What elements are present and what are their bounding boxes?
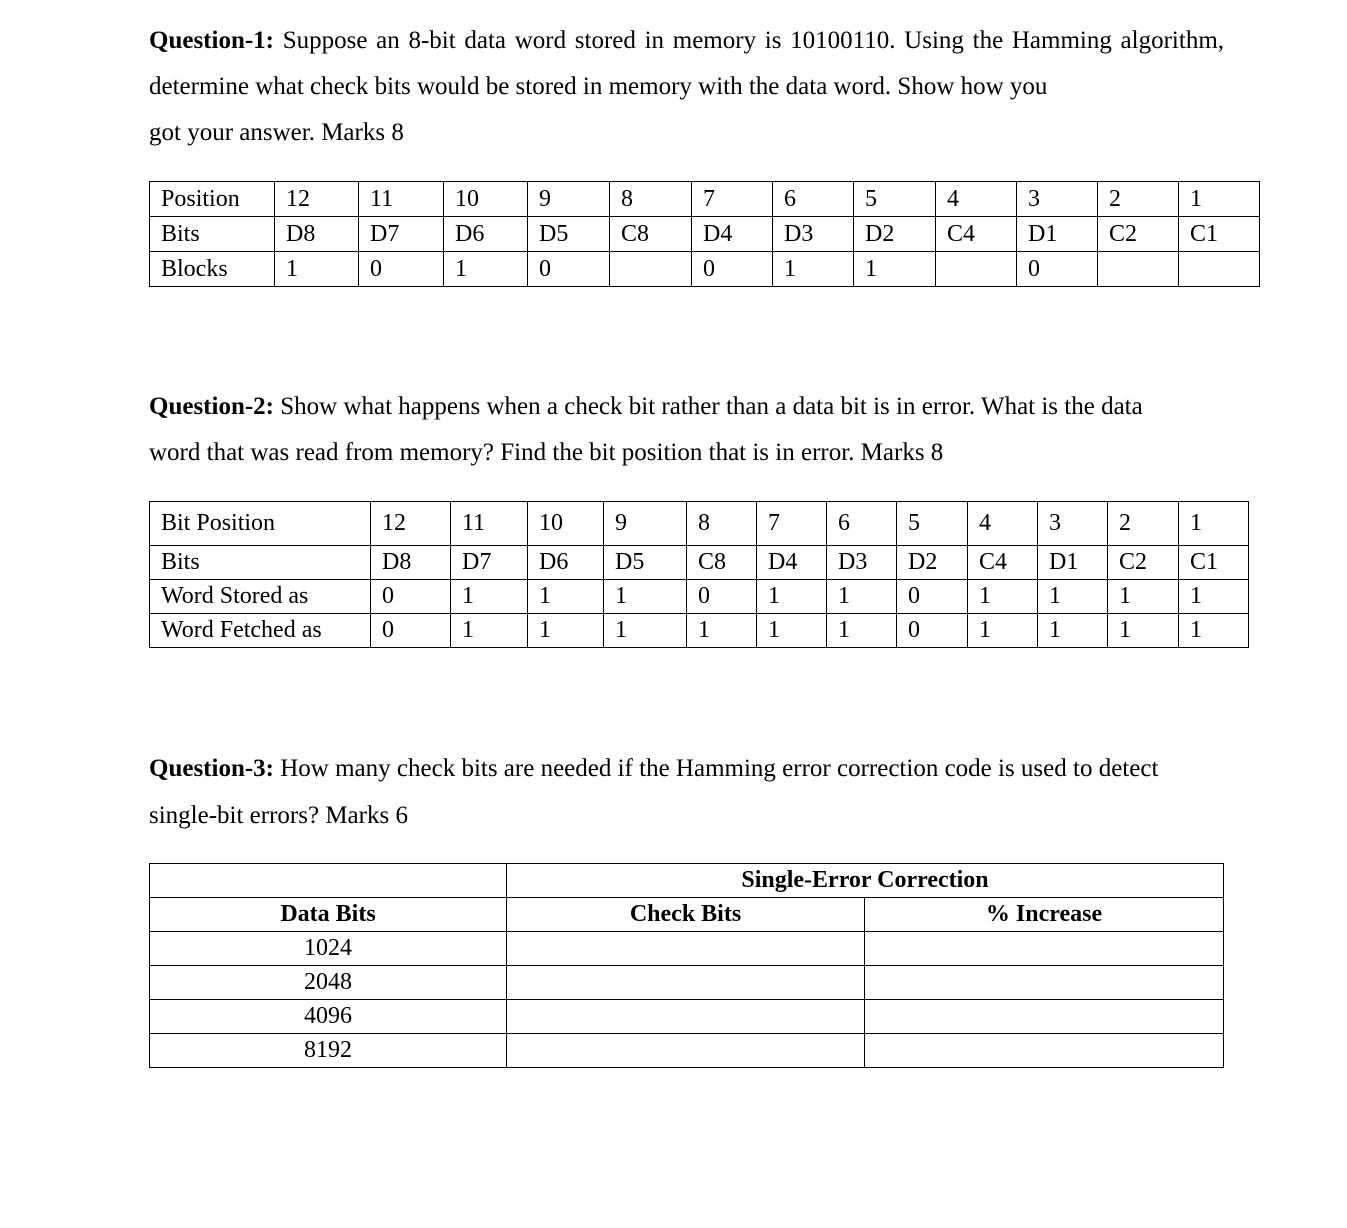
question-2-text-end: word that was read from memory? Find the bit position that is in error. Marks 8 [149,439,944,466]
table-cell: 10 [444,182,528,217]
table-cell: 3 [1038,502,1108,546]
word-fetched-row [150,614,1249,648]
question-3-text [149,746,1224,792]
table-cell: 1 [528,580,604,614]
table-cell: C1 [1179,546,1249,580]
table-cell [610,252,692,287]
table-cell: D7 [359,217,444,252]
data-bits-cell: 2048 [150,966,507,1000]
hamming-position-table [149,181,1260,287]
table-cell: 1 [854,252,936,287]
table-cell: 12 [275,182,359,217]
table-cell [1098,252,1179,287]
table-cell: 1 [773,252,854,287]
question-1-body: Suppose an 8-bit data word stored in memory is 10100110. Using the Hamming algorithm, determine what check bits would be stored in memory with the data word. Show how you [149,27,1225,100]
row-label-cell: Word Fetched as [150,614,371,648]
question-2-body: Show what happens when a check bit rather than a data bit is in error. What is the data [280,393,1143,420]
table-cell: C4 [968,546,1038,580]
question-1-text-end: got your answer. Marks 8 [149,119,404,146]
table-cell: 5 [897,502,968,546]
table-cell: 11 [451,502,528,546]
table-cell: D7 [451,546,528,580]
table-cell: 1 [1179,614,1249,648]
table-cell: 0 [692,252,773,287]
table-cell: 1 [528,614,604,648]
table-cell: 1 [1038,614,1108,648]
table-cell: 6 [773,182,854,217]
table-cell: 5 [854,182,936,217]
check-bits-table [149,863,1224,1068]
bits-row [150,546,1249,580]
table-cell: D4 [757,546,827,580]
table-cell: C8 [687,546,757,580]
table-cell: D5 [604,546,687,580]
table2-body [150,502,1249,648]
question-3-text-end: single-bit errors? Marks 6 [149,802,408,829]
table-cell: 8 [610,182,692,217]
table-cell: 0 [897,580,968,614]
table-cell: 0 [528,252,610,287]
word-stored-fetched-table [149,501,1249,648]
table3-row [150,966,1224,1000]
table-cell: 9 [528,182,610,217]
data-bits-header: Data Bits [150,898,507,932]
table-cell: 0 [371,614,451,648]
table-cell: 3 [1017,182,1098,217]
table-cell: C2 [1098,217,1179,252]
table-cell: C8 [610,217,692,252]
data-bits-cell: 1024 [150,932,507,966]
table-cell: 1 [968,580,1038,614]
table-cell: D2 [854,217,936,252]
single-error-correction-header: Single-Error Correction [507,864,1224,898]
table-cell: 6 [827,502,897,546]
table-cell: 0 [897,614,968,648]
row-label-cell: Position [150,182,275,217]
table-cell: 2 [1108,502,1179,546]
table-cell: 1 [757,614,827,648]
table-cell: D2 [897,546,968,580]
table3-column-header-row [150,898,1224,932]
table-cell: 1 [451,580,528,614]
row-label-cell: Bits [150,217,275,252]
table-cell: D8 [275,217,359,252]
table-cell: 0 [371,580,451,614]
table-cell: 4 [936,182,1017,217]
question-3-label: Question-3: [149,755,274,782]
table3-row [150,932,1224,966]
table-cell: 1 [1038,580,1108,614]
blocks-row [150,252,1260,287]
bits-row [150,217,1260,252]
data-bits-cell: 4096 [150,1000,507,1034]
table-cell: D1 [1038,546,1108,580]
table-cell: D6 [528,546,604,580]
table-cell: 11 [359,182,444,217]
check-bits-cell [507,1034,865,1068]
table-cell: 1 [968,614,1038,648]
row-label-cell: Word Stored as [150,580,371,614]
table-cell: 9 [604,502,687,546]
row-label-cell: Blocks [150,252,275,287]
percent-increase-header: % Increase [865,898,1224,932]
table-cell: 0 [687,580,757,614]
table-cell: 1 [604,580,687,614]
check-bits-cell [507,1000,865,1034]
check-bits-cell [507,932,865,966]
word-stored-row [150,580,1249,614]
table3-row [150,1000,1224,1034]
table-cell: 1 [827,580,897,614]
table-cell: 7 [757,502,827,546]
row-label-cell: Bit Position [150,502,371,546]
percent-increase-cell [865,932,1224,966]
table-cell: D1 [1017,217,1098,252]
table3-empty-corner [150,864,507,898]
table-cell: D4 [692,217,773,252]
table-cell: 1 [1179,580,1249,614]
table-cell: 1 [1179,502,1249,546]
table-cell: 1 [275,252,359,287]
table-cell: 1 [1108,614,1179,648]
table-cell: 0 [359,252,444,287]
percent-increase-cell [865,1034,1224,1068]
table-cell: D3 [773,217,854,252]
table-cell: 1 [757,580,827,614]
table-cell: 10 [528,502,604,546]
table-cell [936,252,1017,287]
table-cell: 12 [371,502,451,546]
position-row [150,182,1260,217]
table-cell: 8 [687,502,757,546]
table-cell: D3 [827,546,897,580]
row-label-cell: Bits [150,546,371,580]
question-2-text [149,384,1224,430]
table-cell: 4 [968,502,1038,546]
table-cell [1179,252,1260,287]
table-cell: 7 [692,182,773,217]
table-cell: 1 [604,614,687,648]
table-cell: 1 [1179,182,1260,217]
percent-increase-cell [865,1000,1224,1034]
table-cell: 1 [827,614,897,648]
check-bits-cell [507,966,865,1000]
data-bits-cell: 8192 [150,1034,507,1068]
table-cell: 1 [1108,580,1179,614]
question-3-body: How many check bits are needed if the Hamming error correction code is used to detect [280,755,1159,782]
table-cell: 1 [451,614,528,648]
table1-body [150,182,1260,287]
table-cell: 0 [1017,252,1098,287]
table3-group-header-row [150,864,1224,898]
check-bits-header: Check Bits [507,898,865,932]
table-cell: D8 [371,546,451,580]
table-cell: 2 [1098,182,1179,217]
table3-row [150,1034,1224,1068]
table-cell: 1 [687,614,757,648]
table-cell: C4 [936,217,1017,252]
table-cell: C1 [1179,217,1260,252]
question-1-text [149,18,1224,110]
bit-position-row [150,502,1249,546]
table-cell: D5 [528,217,610,252]
table-cell: 1 [444,252,528,287]
table-cell: C2 [1108,546,1179,580]
question-2-label: Question-2: [149,393,274,420]
question-1-label: Question-1: [149,27,274,54]
percent-increase-cell [865,966,1224,1000]
table-cell: D6 [444,217,528,252]
